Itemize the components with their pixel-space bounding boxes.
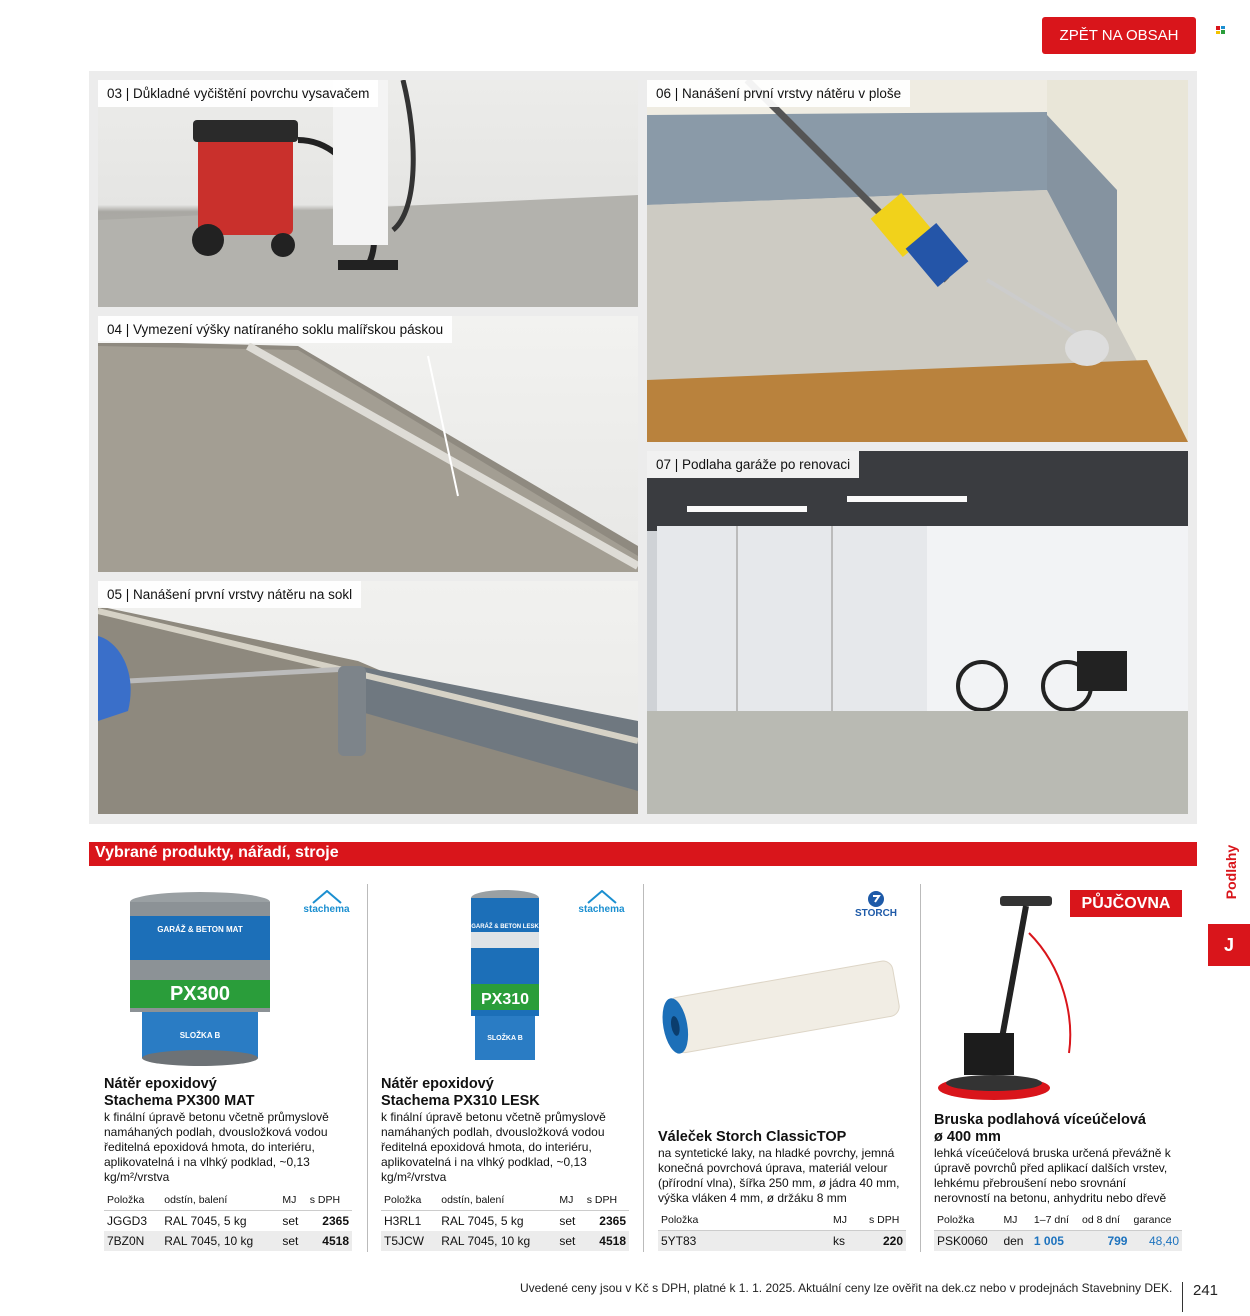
can-label-top: GARÁŽ & BETON MAT xyxy=(157,925,243,934)
price-note: Uvedené ceny jsou v Kč s DPH, platné k 1. 1. 2025. Aktuální ceny lze ověřit na dek.cz nebo v prodejnách Stavebniny DEK. xyxy=(520,1281,1173,1295)
product-price-table: Položka odstín, balení MJ s DPH JGGD3 RAL 7045, 5 kg set 2365 7BZ0N RAL 7045, 10 kg set 4518 xyxy=(104,1192,352,1251)
socle-illustration xyxy=(98,581,638,814)
can-label-top: GARÁŽ & BETON LESK xyxy=(471,924,539,930)
photo-socle-painting xyxy=(98,581,638,814)
paint-roller-image xyxy=(658,954,908,1064)
photo-caption: 04 | Vymezení výšky natíraného soklu malířskou páskou xyxy=(98,316,452,343)
table-row: 7BZ0N RAL 7045, 10 kg set 4518 xyxy=(104,1231,352,1251)
photo-caption: 03 | Důkladné vyčištění povrchu vysavačem xyxy=(98,80,378,107)
product-description: na syntetické laky, na hladké povrchy, jemná konečná povrchová úprava, materiál velour (přírodní vlna), šířka 250 mm, ø jádra 40 mm, výška vláken 4 mm, ø držáku 8 mm xyxy=(658,1146,900,1205)
page-number-divider xyxy=(1182,1282,1183,1312)
can-label-main: PX310 xyxy=(480,991,530,1008)
table-row: PSK0060 den 1 005 799 48,40 xyxy=(934,1231,1182,1252)
back-to-contents-button[interactable]: ZPĚT NA OBSAH xyxy=(1042,17,1196,54)
photo-caption: 07 | Podlaha garáže po renovaci xyxy=(647,451,859,478)
floor-painting-illustration xyxy=(647,80,1188,442)
product-price-table: Položka MJ s DPH 5YT83 ks 220 xyxy=(658,1212,906,1251)
vacuum-illustration xyxy=(98,80,638,307)
paint-can-px310-image xyxy=(467,888,543,1068)
product-title: Nátěr epoxidový Stachema PX310 LESK xyxy=(381,1076,540,1109)
photo-garage-renovated xyxy=(647,451,1188,814)
stachema-logo: stachema xyxy=(299,890,354,915)
rental-badge: PŮJČOVNA xyxy=(1070,890,1182,917)
table-row: T5JCW RAL 7045, 10 kg set 4518 xyxy=(381,1231,629,1251)
chapter-tab[interactable]: J xyxy=(1208,924,1250,966)
product-description: lehká víceúčelová bruska určená převážně k úpravě povrchů před aplikací dalších vrstev, lehkému přebroušení nebo srovnání nerovností na betonu, anhydritu nebo dřevě xyxy=(934,1146,1171,1205)
column-divider xyxy=(643,884,644,1252)
column-divider xyxy=(367,884,368,1252)
garage-illustration xyxy=(647,451,1188,814)
product-price-table: Položka MJ 1–7 dní od 8 dní garance PSK0060 den 1 005 799 48,40 xyxy=(934,1212,1182,1251)
table-row: 5YT83 ks 220 xyxy=(658,1231,906,1252)
section-title: Vybrané produkty, nářadí, stroje xyxy=(89,842,1197,866)
paint-can-px300-image xyxy=(120,888,280,1068)
column-divider xyxy=(920,884,921,1252)
stachema-logo-icon xyxy=(587,890,617,904)
photo-floor-painting xyxy=(647,80,1188,442)
product-price-table: Položka odstín, balení MJ s DPH H3RL1 RAL 7045, 5 kg set 2365 T5JCW RAL 7045, 10 kg set 4518 xyxy=(381,1192,629,1251)
photo-grid xyxy=(89,71,1197,824)
chapter-label: Podlahy xyxy=(1223,844,1239,900)
floor-grinder-image xyxy=(934,888,1079,1103)
product-description: k finální úpravě betonu včetně průmyslově namáhaných podlah, dvousložková vodou ředitelná epoxidová hmota, do interiéru, aplikovatelná i na vlhký podklad, ~0,13 kg/m²/vrstva xyxy=(104,1110,329,1184)
stachema-logo-icon xyxy=(312,890,342,904)
can-label-main: PX300 xyxy=(169,983,231,1005)
page-number: 241 xyxy=(1193,1282,1219,1299)
can-label-b: SLOŽKA B xyxy=(179,1031,221,1040)
product-title: Bruska podlahová víceúčelová ø 400 mm xyxy=(934,1112,1146,1145)
photo-caption: 05 | Nanášení první vrstvy nátěru na sokl xyxy=(98,581,361,608)
product-title: Váleček Storch ClassicTOP xyxy=(658,1129,847,1145)
photo-masking-tape xyxy=(98,316,638,572)
storch-logo: STORCH xyxy=(844,890,908,919)
product-description: k finální úpravě betonu včetně průmyslově namáhaných podlah, dvousložková vodou ředitelná epoxidová hmota, do interiéru, aplikovatelná i na vlhký podklad, ~0,13 kg/m²/vrstva xyxy=(381,1110,606,1184)
photo-caption: 06 | Nanášení první vrstvy nátěru v ploše xyxy=(647,80,910,107)
table-row: JGGD3 RAL 7045, 5 kg set 2365 xyxy=(107,1214,349,1228)
photo-vacuum-cleaning xyxy=(98,80,638,307)
product-title: Nátěr epoxidový Stachema PX300 MAT xyxy=(104,1076,255,1109)
storch-logo-icon xyxy=(867,890,885,908)
can-label-b: SLOŽKA B xyxy=(487,1035,523,1042)
table-row: H3RL1 RAL 7045, 5 kg set 2365 xyxy=(384,1214,626,1228)
masking-illustration xyxy=(98,316,638,572)
dek-logo-icon xyxy=(1216,26,1226,34)
stachema-logo: stachema xyxy=(574,890,629,915)
